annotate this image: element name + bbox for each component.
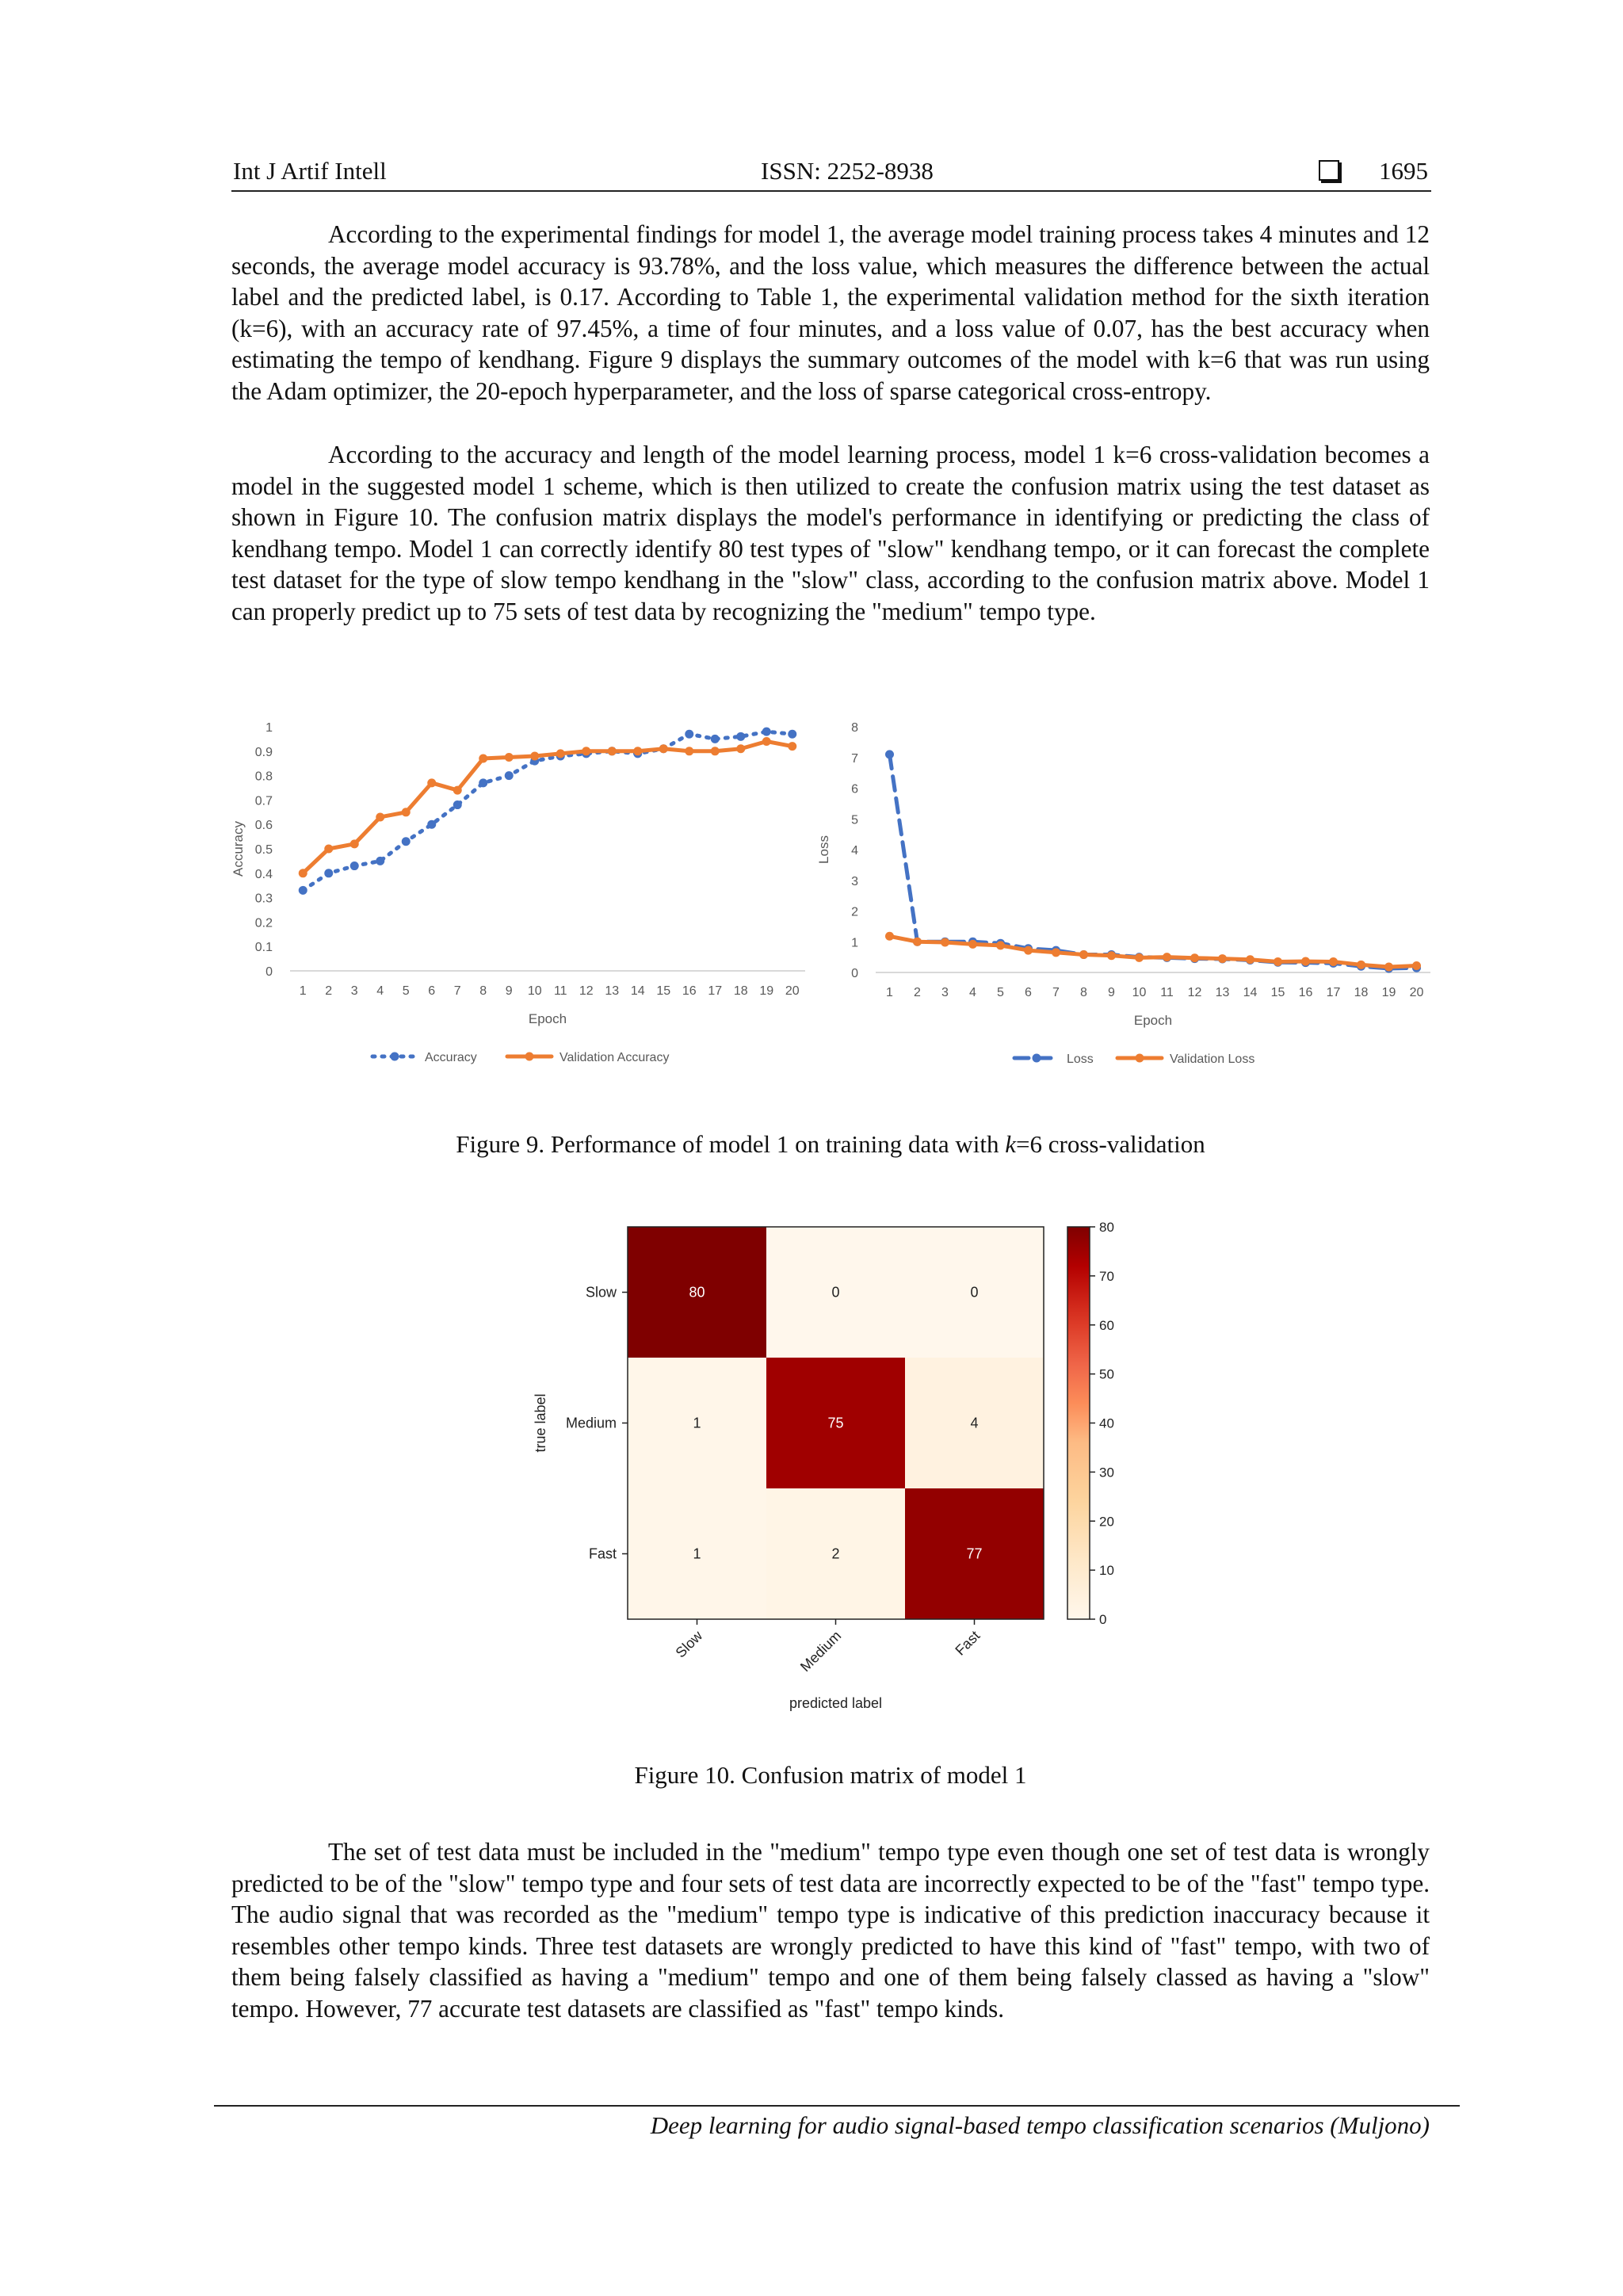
checkbox-square-icon bbox=[1319, 160, 1339, 181]
loss-xtick-label: 4 bbox=[969, 986, 976, 999]
loss-xtick-label: 19 bbox=[1381, 986, 1396, 999]
loss-series-loss-line bbox=[890, 755, 1417, 968]
acc-series-accuracy-point bbox=[788, 730, 796, 739]
cm-cell-value: 77 bbox=[966, 1545, 983, 1562]
loss-legend-loss-label: Loss bbox=[1067, 1052, 1094, 1066]
acc-xtick-label: 6 bbox=[428, 984, 436, 998]
loss-series-validation-loss-point bbox=[941, 938, 949, 947]
cm-col-label: Fast bbox=[952, 1627, 983, 1659]
acc-legend-accuracy-marker bbox=[391, 1052, 399, 1061]
acc-series-validation-accuracy-point bbox=[299, 869, 307, 877]
loss-ytick-label: 7 bbox=[851, 751, 858, 766]
figure-9-caption-suffix: =6 cross-validation bbox=[1016, 1130, 1205, 1158]
loss-xtick-label: 11 bbox=[1160, 986, 1174, 999]
acc-xtick-label: 4 bbox=[376, 984, 384, 998]
colorbar-tick-label: 40 bbox=[1099, 1415, 1114, 1431]
loss-ytick-label: 6 bbox=[851, 782, 858, 797]
acc-xtick-label: 18 bbox=[733, 984, 748, 998]
colorbar-tick-label: 20 bbox=[1099, 1514, 1114, 1530]
loss-xtick-label: 6 bbox=[1025, 986, 1032, 999]
acc-series-validation-accuracy-point bbox=[530, 751, 539, 760]
acc-series-validation-accuracy-line bbox=[303, 741, 792, 873]
loss-xtick-label: 8 bbox=[1080, 986, 1087, 999]
acc-series-validation-accuracy-point bbox=[556, 749, 565, 758]
journal-name: Int J Artif Intell bbox=[233, 157, 387, 185]
loss-series-validation-loss-point bbox=[968, 940, 977, 949]
loss-series-validation-loss-point bbox=[1218, 954, 1227, 963]
paragraph-3-text: The set of test data must be included in the "medium" tempo type even though one set of test data is wrongly predicted to be of the "slow" tempo type and four sets of test data are incorrectly expected to be of the "fast" tempo type. The audio signal that was recorded as the "medium" tempo type is indicative of this prediction inaccuracy because it resembles other tempo kinds. Three test datasets are wrongly predicted to have this kind of "fast" tempo, with two of them being falsely classified as having a "medium" tempo and one of them being falsely classed as having a "slow" tempo. However, 77 accurate test datasets are classified as "fast" tempo kinds. bbox=[231, 1838, 1430, 2023]
cm-row-label: Fast bbox=[588, 1545, 617, 1562]
acc-series-validation-accuracy-point bbox=[479, 755, 487, 763]
colorbar-tick-label: 10 bbox=[1099, 1563, 1114, 1579]
paragraph-2 bbox=[231, 439, 1430, 628]
loss-series-validation-loss-point bbox=[1079, 950, 1088, 959]
acc-series-validation-accuracy-point bbox=[633, 747, 642, 755]
acc-xtick-label: 16 bbox=[682, 984, 697, 998]
acc-ytick-label: 0.4 bbox=[254, 867, 273, 881]
loss-legend-validation-loss-label: Validation Loss bbox=[1170, 1052, 1255, 1066]
loss-legend-validation-loss-marker bbox=[1136, 1054, 1144, 1063]
cm-row-label: Medium bbox=[565, 1415, 617, 1431]
acc-xtick-label: 20 bbox=[785, 984, 800, 998]
acc-ytick-label: 0.9 bbox=[254, 745, 273, 759]
loss-ytick-label: 8 bbox=[851, 721, 858, 735]
accuracy-chart bbox=[222, 709, 824, 1074]
figure-9-caption-var: k bbox=[1005, 1130, 1017, 1158]
figure-10-caption: Figure 10. Confusion matrix of model 1 bbox=[634, 1761, 1027, 1789]
acc-series-validation-accuracy-point bbox=[427, 778, 436, 787]
cm-cell-value: 1 bbox=[693, 1415, 701, 1431]
acc-series-accuracy-point bbox=[324, 869, 333, 877]
colorbar-tick-label: 30 bbox=[1099, 1465, 1114, 1480]
loss-ytick-label: 1 bbox=[851, 936, 858, 950]
loss-series-validation-loss-point bbox=[913, 938, 922, 946]
page-footer: Deep learning for audio signal-based tempo classification scenarios (Muljono) bbox=[650, 2111, 1430, 2139]
acc-series-accuracy-point bbox=[479, 778, 487, 787]
acc-xtick-label: 11 bbox=[553, 984, 567, 998]
cm-cell-value: 0 bbox=[831, 1284, 840, 1301]
acc-xtick-label: 17 bbox=[708, 984, 723, 998]
acc-xtick-label: 8 bbox=[479, 984, 487, 998]
loss-xtick-label: 9 bbox=[1108, 986, 1115, 999]
acc-xtick-label: 12 bbox=[579, 984, 594, 998]
acc-series-accuracy-point bbox=[427, 820, 436, 829]
loss-series-validation-loss-point bbox=[1412, 961, 1421, 970]
acc-xtick-label: 10 bbox=[527, 984, 542, 998]
loss-xtick-label: 16 bbox=[1298, 986, 1313, 999]
loss-xtick-label: 13 bbox=[1215, 986, 1230, 999]
figure-9-caption bbox=[231, 1130, 1430, 1159]
loss-series-validation-loss-point bbox=[1329, 957, 1338, 966]
acc-ytick-label: 0.1 bbox=[254, 941, 273, 955]
acc-ytick-label: 0.6 bbox=[254, 819, 273, 833]
acc-ytick-label: 0.7 bbox=[254, 794, 273, 808]
acc-ytick-label: 1 bbox=[265, 721, 273, 735]
acc-xtick-label: 9 bbox=[505, 984, 513, 998]
acc-legend-accuracy-label: Accuracy bbox=[425, 1051, 477, 1064]
acc-series-validation-accuracy-point bbox=[582, 747, 590, 755]
acc-series-accuracy-point bbox=[505, 771, 514, 780]
acc-series-accuracy-point bbox=[299, 886, 307, 895]
loss-series-validation-loss-point bbox=[1190, 953, 1199, 962]
loss-legend-loss-marker bbox=[1033, 1054, 1041, 1063]
loss-series-validation-loss-point bbox=[1301, 957, 1310, 966]
acc-xtick-label: 2 bbox=[325, 984, 333, 998]
acc-legend-validation-accuracy-label: Validation Accuracy bbox=[559, 1051, 670, 1064]
loss-xtick-label: 20 bbox=[1409, 986, 1424, 999]
cm-cell-value: 80 bbox=[689, 1284, 705, 1301]
cm-cell-value: 1 bbox=[693, 1545, 701, 1562]
acc-series-validation-accuracy-point bbox=[350, 839, 359, 848]
loss-xtick-label: 2 bbox=[914, 986, 921, 999]
acc-series-accuracy-point bbox=[350, 861, 359, 870]
paragraph-2-text: According to the accuracy and length of the model learning process, model 1 k=6 cross-validation becomes a model in the suggested model 1 scheme, which is then utilized to create the confusion matrix using the test dataset as shown in Figure 10. The confusion matrix displays the model's performance in identifying or predicting the class of kendhang tempo. Model 1 can correctly identify 80 test types of "slow" kendhang tempo, or it can forecast the complete test dataset for the type of slow tempo kendhang in the "slow" class, according to the confusion matrix above. Model 1 can properly predict up to 75 sets of test data by recognizing the "medium" tempo type. bbox=[231, 441, 1430, 625]
colorbar bbox=[1067, 1227, 1090, 1619]
acc-series-validation-accuracy-point bbox=[788, 742, 796, 751]
colorbar-tick-label: 0 bbox=[1099, 1612, 1107, 1627]
loss-ytick-label: 0 bbox=[851, 967, 858, 980]
acc-ytick-label: 0.8 bbox=[254, 770, 273, 784]
acc-xtick-label: 7 bbox=[453, 984, 461, 998]
acc-y-axis-title: Accuracy bbox=[231, 821, 246, 877]
loss-x-axis-title: Epoch bbox=[1133, 1013, 1173, 1028]
cm-col-label: Slow bbox=[672, 1627, 706, 1661]
paragraph-1 bbox=[231, 219, 1430, 407]
loss-xtick-label: 3 bbox=[941, 986, 949, 999]
loss-xtick-label: 12 bbox=[1187, 986, 1202, 999]
acc-series-validation-accuracy-point bbox=[736, 744, 745, 753]
paragraph-3 bbox=[231, 1836, 1430, 2025]
loss-xtick-label: 17 bbox=[1326, 986, 1341, 999]
loss-series-validation-loss-point bbox=[1107, 951, 1116, 960]
loss-series-validation-loss-point bbox=[1163, 953, 1171, 961]
acc-ytick-label: 0.5 bbox=[254, 843, 273, 857]
acc-series-accuracy-point bbox=[453, 800, 462, 809]
loss-xtick-label: 5 bbox=[997, 986, 1004, 999]
loss-series-validation-loss-point bbox=[1052, 948, 1060, 957]
acc-series-validation-accuracy-point bbox=[608, 747, 617, 755]
loss-ytick-label: 5 bbox=[851, 813, 858, 827]
issn: ISSN: 2252-8938 bbox=[761, 157, 934, 185]
loss-xtick-label: 1 bbox=[886, 986, 893, 999]
confusion-matrix bbox=[507, 1213, 1157, 1736]
loss-series-validation-loss-point bbox=[1246, 955, 1254, 964]
page-header bbox=[231, 155, 1431, 192]
acc-ytick-label: 0.3 bbox=[254, 892, 273, 906]
loss-xtick-label: 18 bbox=[1354, 986, 1369, 999]
acc-legend-validation-accuracy-marker bbox=[525, 1052, 534, 1061]
acc-x-axis-title: Epoch bbox=[528, 1011, 567, 1026]
loss-series-validation-loss-point bbox=[996, 941, 1005, 949]
colorbar-tick-label: 70 bbox=[1099, 1268, 1114, 1284]
cm-cell-value: 2 bbox=[831, 1545, 840, 1562]
acc-ytick-label: 0 bbox=[265, 965, 273, 979]
acc-xtick-label: 14 bbox=[630, 984, 645, 998]
acc-series-validation-accuracy-point bbox=[685, 747, 693, 755]
acc-series-accuracy-point bbox=[685, 730, 693, 739]
acc-series-accuracy-point bbox=[711, 735, 720, 743]
colorbar-tick-label: 50 bbox=[1099, 1366, 1114, 1382]
acc-xtick-label: 19 bbox=[759, 984, 774, 998]
acc-xtick-label: 15 bbox=[656, 984, 671, 998]
acc-series-accuracy-point bbox=[762, 728, 771, 736]
colorbar-tick-label: 80 bbox=[1099, 1220, 1114, 1235]
loss-xtick-label: 10 bbox=[1132, 986, 1147, 999]
loss-series-validation-loss-point bbox=[1384, 963, 1393, 972]
cm-y-axis-title: true label bbox=[533, 1393, 548, 1453]
loss-series-validation-loss-point bbox=[1357, 961, 1365, 969]
cm-row-label: Slow bbox=[585, 1284, 617, 1301]
acc-series-validation-accuracy-point bbox=[762, 737, 771, 746]
acc-series-accuracy-point bbox=[402, 837, 411, 846]
loss-ytick-label: 2 bbox=[851, 905, 858, 919]
colorbar-tick-label: 60 bbox=[1099, 1317, 1114, 1333]
cm-cell-value: 0 bbox=[970, 1284, 979, 1301]
cm-cell-value: 75 bbox=[827, 1415, 844, 1431]
loss-chart bbox=[816, 709, 1442, 1074]
acc-series-validation-accuracy-point bbox=[711, 747, 720, 755]
loss-y-axis-title: Loss bbox=[816, 835, 831, 864]
figure-9-caption-prefix: Figure 9. Performance of model 1 on training data with bbox=[456, 1130, 1006, 1158]
loss-ytick-label: 4 bbox=[851, 844, 858, 858]
acc-series-validation-accuracy-point bbox=[505, 753, 514, 762]
cm-x-axis-title: predicted label bbox=[789, 1695, 883, 1711]
acc-series-validation-accuracy-point bbox=[453, 786, 462, 795]
acc-xtick-label: 5 bbox=[402, 984, 410, 998]
loss-xtick-label: 14 bbox=[1243, 986, 1258, 999]
acc-series-validation-accuracy-point bbox=[324, 845, 333, 854]
loss-series-loss-point bbox=[885, 750, 894, 758]
page-number: 1695 bbox=[1379, 157, 1428, 185]
acc-series-validation-accuracy-point bbox=[659, 744, 668, 753]
loss-xtick-label: 7 bbox=[1052, 986, 1060, 999]
loss-series-validation-loss-point bbox=[885, 932, 894, 941]
acc-series-accuracy-point bbox=[736, 732, 745, 741]
acc-xtick-label: 13 bbox=[605, 984, 620, 998]
paragraph-1-text: According to the experimental findings for model 1, the average model training process takes 4 minutes and 12 seconds, the average model accuracy is 93.78%, and the loss value, which measures the difference between the actual label and the predicted label, is 0.17. According to Table 1, the experimental validation method for the sixth iteration (k=6), with an accuracy rate of 97.45%, a time of four minutes, and a loss value of 0.07, has the best accuracy when estimating the tempo of kendhang. Figure 9 displays the summary outcomes of the model with k=6 that was run using the Adam optimizer, the 20-epoch hyperparameter, and the loss of sparse categorical cross-entropy. bbox=[231, 220, 1430, 405]
loss-xtick-label: 15 bbox=[1270, 986, 1285, 999]
loss-series-validation-loss-point bbox=[1024, 946, 1033, 955]
loss-ytick-label: 3 bbox=[851, 874, 858, 888]
acc-series-validation-accuracy-point bbox=[376, 812, 384, 821]
loss-series-validation-loss-point bbox=[1274, 957, 1282, 966]
loss-series-validation-loss-point bbox=[1135, 953, 1144, 962]
acc-xtick-label: 1 bbox=[299, 984, 307, 998]
acc-series-validation-accuracy-point bbox=[402, 808, 411, 816]
acc-ytick-label: 0.2 bbox=[254, 916, 273, 930]
acc-xtick-label: 3 bbox=[350, 984, 358, 998]
footer-rule bbox=[214, 2105, 1460, 2107]
cm-cell-value: 4 bbox=[970, 1415, 979, 1431]
cm-col-label: Medium bbox=[796, 1627, 845, 1675]
acc-series-accuracy-point bbox=[376, 857, 384, 865]
